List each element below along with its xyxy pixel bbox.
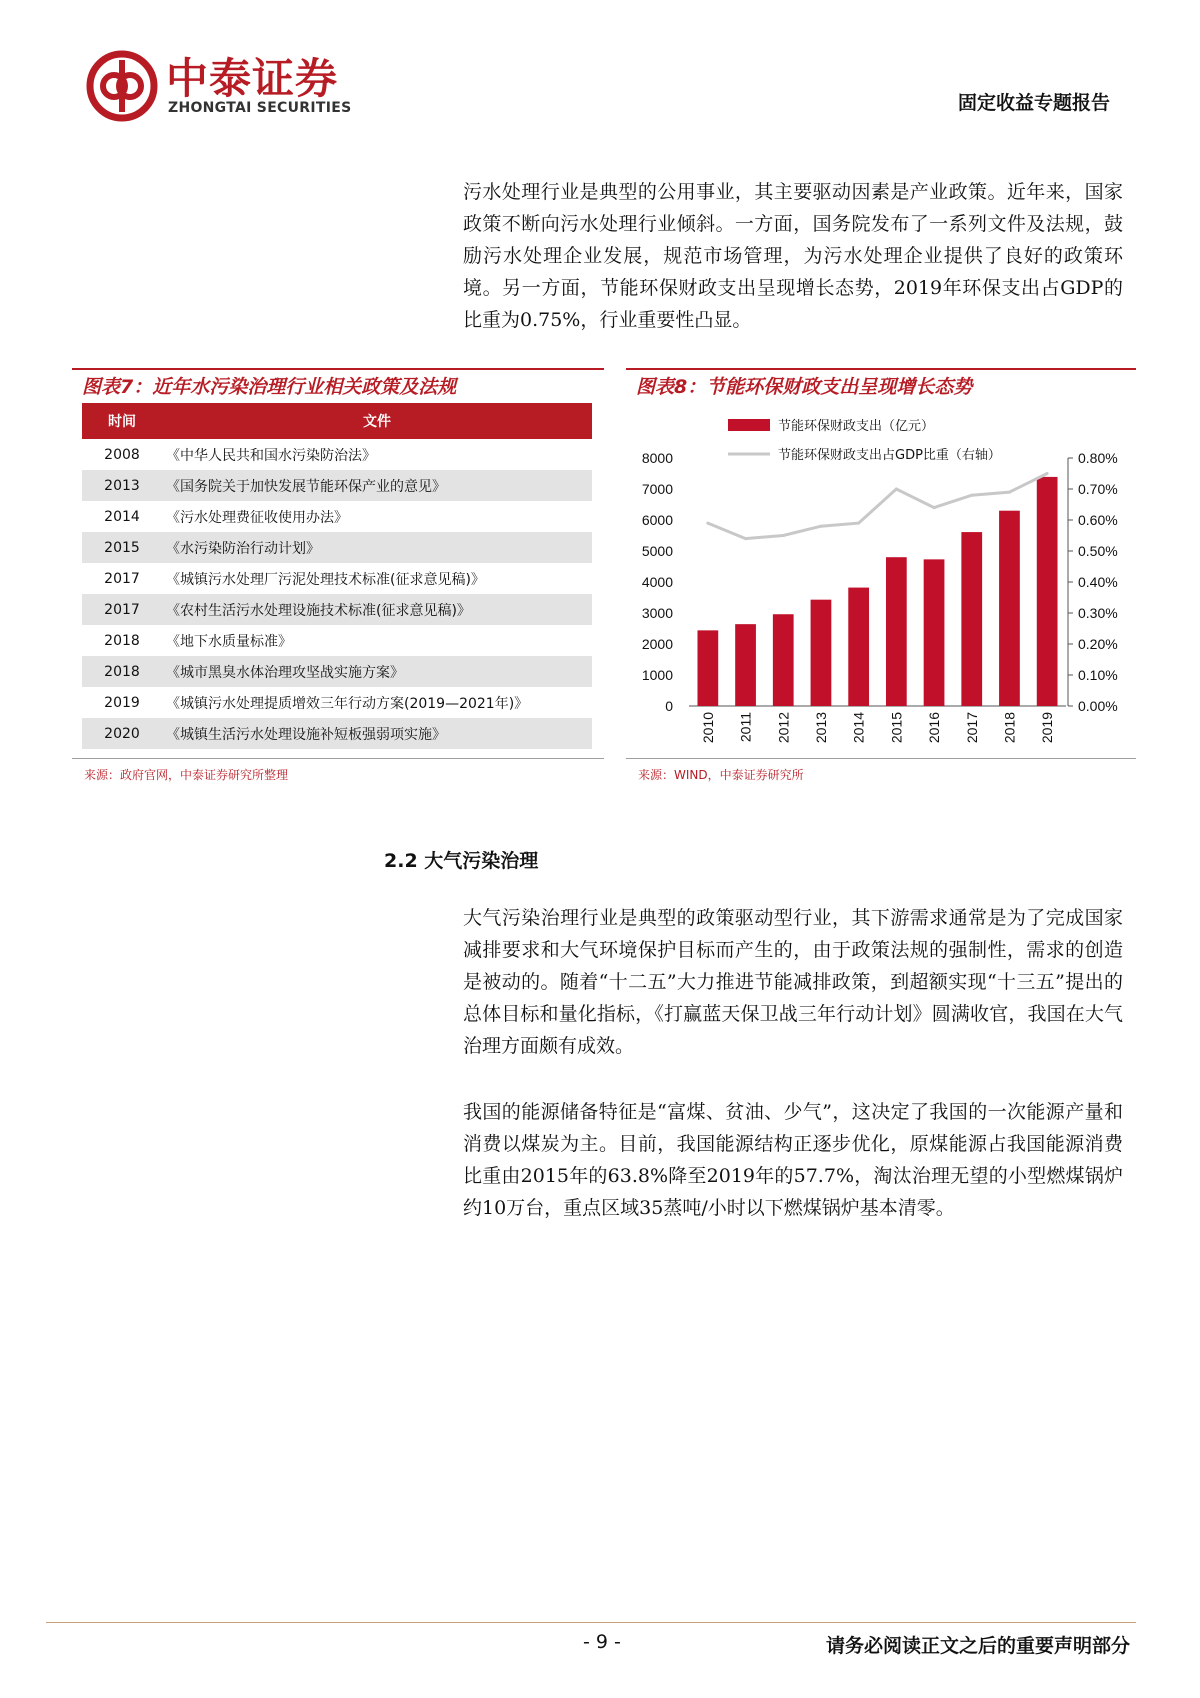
report-type-label: 固定收益专题报告 bbox=[957, 92, 1110, 114]
bar bbox=[848, 588, 869, 706]
bar bbox=[811, 600, 832, 706]
x-tick-label: 2013 bbox=[812, 712, 829, 744]
row-document: 《中华人民共和国水污染防治法》 bbox=[166, 447, 376, 464]
ratio-point bbox=[895, 488, 898, 491]
ratio-point bbox=[1008, 491, 1011, 494]
y-right-tick-label: 0.20% bbox=[1078, 636, 1118, 652]
row-year: 2015 bbox=[82, 532, 162, 563]
table-row bbox=[82, 563, 592, 594]
row-document: 《水污染防治行动计划》 bbox=[162, 532, 592, 563]
row-year: 2020 bbox=[82, 718, 162, 749]
y-left-tick-label: 1000 bbox=[641, 667, 673, 683]
y-right-tick-label: 0.10% bbox=[1078, 667, 1118, 683]
x-tick-label: 2018 bbox=[1001, 712, 1018, 744]
ratio-point bbox=[782, 534, 785, 537]
row-year: 2013 bbox=[82, 470, 162, 501]
ratio-point bbox=[933, 506, 936, 509]
policy-table bbox=[82, 403, 592, 749]
row-year: 2018 bbox=[104, 632, 140, 649]
y-left-tick-label: 3000 bbox=[641, 605, 673, 621]
row-year: 2008 bbox=[104, 446, 140, 463]
table-row bbox=[82, 594, 592, 625]
bar bbox=[697, 630, 718, 706]
ratio-point bbox=[1046, 472, 1049, 475]
x-tick-label: 2012 bbox=[775, 712, 792, 744]
x-tick-label: 2014 bbox=[850, 712, 867, 744]
y-right-tick-label: 0.50% bbox=[1078, 543, 1118, 559]
table-row bbox=[82, 501, 592, 532]
row-year: 2014 bbox=[104, 508, 140, 525]
row-year: 2019 bbox=[104, 694, 140, 711]
row-year: 2018 bbox=[82, 656, 162, 687]
figure8-title: 图表8：节能环保财政支出呈现增长态势 bbox=[626, 368, 1136, 404]
row-document: 《国务院关于加快发展节能环保产业的意见》 bbox=[162, 470, 592, 501]
y-left-tick-label: 7000 bbox=[641, 481, 673, 497]
bar bbox=[961, 532, 982, 706]
table-row bbox=[82, 625, 592, 656]
y-right-tick-label: 0.00% bbox=[1078, 698, 1118, 714]
bar bbox=[1037, 477, 1058, 706]
figure7-title: 图表7：近年水污染治理行业相关政策及法规 bbox=[72, 368, 604, 404]
x-tick-label: 2017 bbox=[963, 712, 980, 744]
table-header-row bbox=[82, 403, 592, 439]
bar bbox=[924, 559, 945, 706]
row-year: 2017 bbox=[104, 570, 140, 587]
fiscal-spending-chart bbox=[626, 406, 1136, 751]
y-left-tick-label: 6000 bbox=[641, 512, 673, 528]
section-paragraph-2: 我国的能源储备特征是“富煤、贫油、少气”，这决定了我国的一次能源产量和消费以煤炭为主。目前，我国能源结构正逐步优化，原煤能源占我国能源消费比重由2015年的63.8%降至2019年的57.7%，淘汰治理无望的小型燃煤锅炉约10万台，重点区域35蒸吨/小时以下燃煤锅炉基本清零。 bbox=[463, 1101, 1123, 1219]
x-tick-label: 2011 bbox=[737, 712, 754, 743]
x-tick-label: 2015 bbox=[888, 712, 905, 744]
row-year: 2017 bbox=[82, 594, 162, 625]
col-header-time: 时间 bbox=[82, 403, 162, 439]
logo-chinese-name: 中泰证券 bbox=[166, 54, 339, 103]
row-document: 《城镇污水处理厂污泥处理技术标准(征求意见稿)》 bbox=[166, 571, 485, 588]
bar bbox=[886, 557, 907, 706]
table-row bbox=[82, 656, 592, 687]
bar bbox=[999, 511, 1020, 706]
ratio-point bbox=[706, 522, 709, 525]
legend-line-label: 节能环保财政支出占GDP比重（右轴） bbox=[778, 448, 1001, 463]
zhongtai-logo-icon bbox=[86, 50, 158, 122]
y-left-tick-label: 5000 bbox=[641, 543, 673, 559]
x-tick-label: 2010 bbox=[699, 712, 716, 744]
ratio-point bbox=[744, 537, 747, 540]
row-document: 《农村生活污水处理设施技术标准(征求意见稿)》 bbox=[162, 594, 592, 625]
ratio-point bbox=[857, 522, 860, 525]
ratio-line bbox=[708, 474, 1047, 539]
x-tick-label: 2016 bbox=[926, 712, 943, 744]
y-left-tick-label: 2000 bbox=[641, 636, 673, 652]
y-left-tick-label: 0 bbox=[665, 698, 673, 714]
legend-bar-swatch bbox=[728, 419, 770, 431]
row-document: 《城镇生活污水处理设施补短板强弱项实施》 bbox=[162, 718, 592, 749]
y-right-tick-label: 0.80% bbox=[1078, 450, 1118, 466]
section-heading: 2.2 大气污染治理 bbox=[384, 850, 539, 872]
logo-english-name: ZHONGTAI SECURITIES bbox=[168, 100, 352, 116]
table-row bbox=[82, 718, 592, 749]
row-document: 《城市黑臭水体治理攻坚战实施方案》 bbox=[162, 656, 592, 687]
y-right-tick-label: 0.30% bbox=[1078, 605, 1118, 621]
ratio-point bbox=[970, 494, 973, 497]
page-number: - 9 - bbox=[583, 1631, 621, 1653]
footer-disclaimer: 请务必阅读正文之后的重要声明部分 bbox=[825, 1635, 1130, 1657]
figure7-source: 来源：政府官网，中泰证券研究所整理 bbox=[84, 768, 289, 782]
ratio-point bbox=[819, 525, 822, 528]
row-document: 《城镇污水处理提质增效三年行动方案(2019—2021年)》 bbox=[166, 695, 529, 712]
x-tick-label: 2019 bbox=[1039, 712, 1056, 744]
figure7-bottom-rule bbox=[72, 758, 604, 759]
y-right-tick-label: 0.60% bbox=[1078, 512, 1118, 528]
company-logo bbox=[86, 46, 396, 128]
legend-bar-label: 节能环保财政支出（亿元） bbox=[778, 419, 935, 434]
figure8-bottom-rule bbox=[626, 758, 1136, 759]
table-row bbox=[82, 532, 592, 563]
footer-rule bbox=[46, 1622, 1136, 1623]
row-document: 《污水处理费征收使用办法》 bbox=[166, 509, 348, 526]
section-paragraph-1: 大气污染治理行业是典型的政策驱动型行业，其下游需求通常是为了完成国家减排要求和大气环境保护目标而产生的，由于政策法规的强制性，需求的创造是被动的。随着“十二五”大力推进节能减排政策，到超额实现“十三五”提出的总体目标和量化指标，《打赢蓝天保卫战三年行动计划》圆满收官，我国在大气治理方面颇有成效。 bbox=[463, 907, 1123, 1057]
table-row bbox=[82, 687, 592, 718]
col-header-doc: 文件 bbox=[162, 403, 592, 439]
row-document: 《地下水质量标准》 bbox=[166, 633, 292, 650]
table-row bbox=[82, 470, 592, 501]
figure8-source: 来源：WIND，中泰证券研究所 bbox=[638, 768, 804, 782]
y-right-tick-label: 0.70% bbox=[1078, 481, 1118, 497]
table-row bbox=[82, 439, 592, 470]
intro-paragraph: 污水处理行业是典型的公用事业，其主要驱动因素是产业政策。近年来，国家政策不断向污水处理行业倾斜。一方面，国务院发布了一系列文件及法规，鼓励污水处理企业发展，规范市场管理，为污水处理企业提供了良好的政策环境。另一方面，节能环保财政支出呈现增长态势，2019年环保支出占GDP的比重为0.75%，行业重要性凸显。 bbox=[463, 181, 1123, 331]
y-left-tick-label: 4000 bbox=[641, 574, 673, 590]
y-left-tick-label: 8000 bbox=[641, 450, 673, 466]
y-right-tick-label: 0.40% bbox=[1078, 574, 1118, 590]
bar bbox=[773, 614, 794, 706]
bar bbox=[735, 624, 756, 706]
